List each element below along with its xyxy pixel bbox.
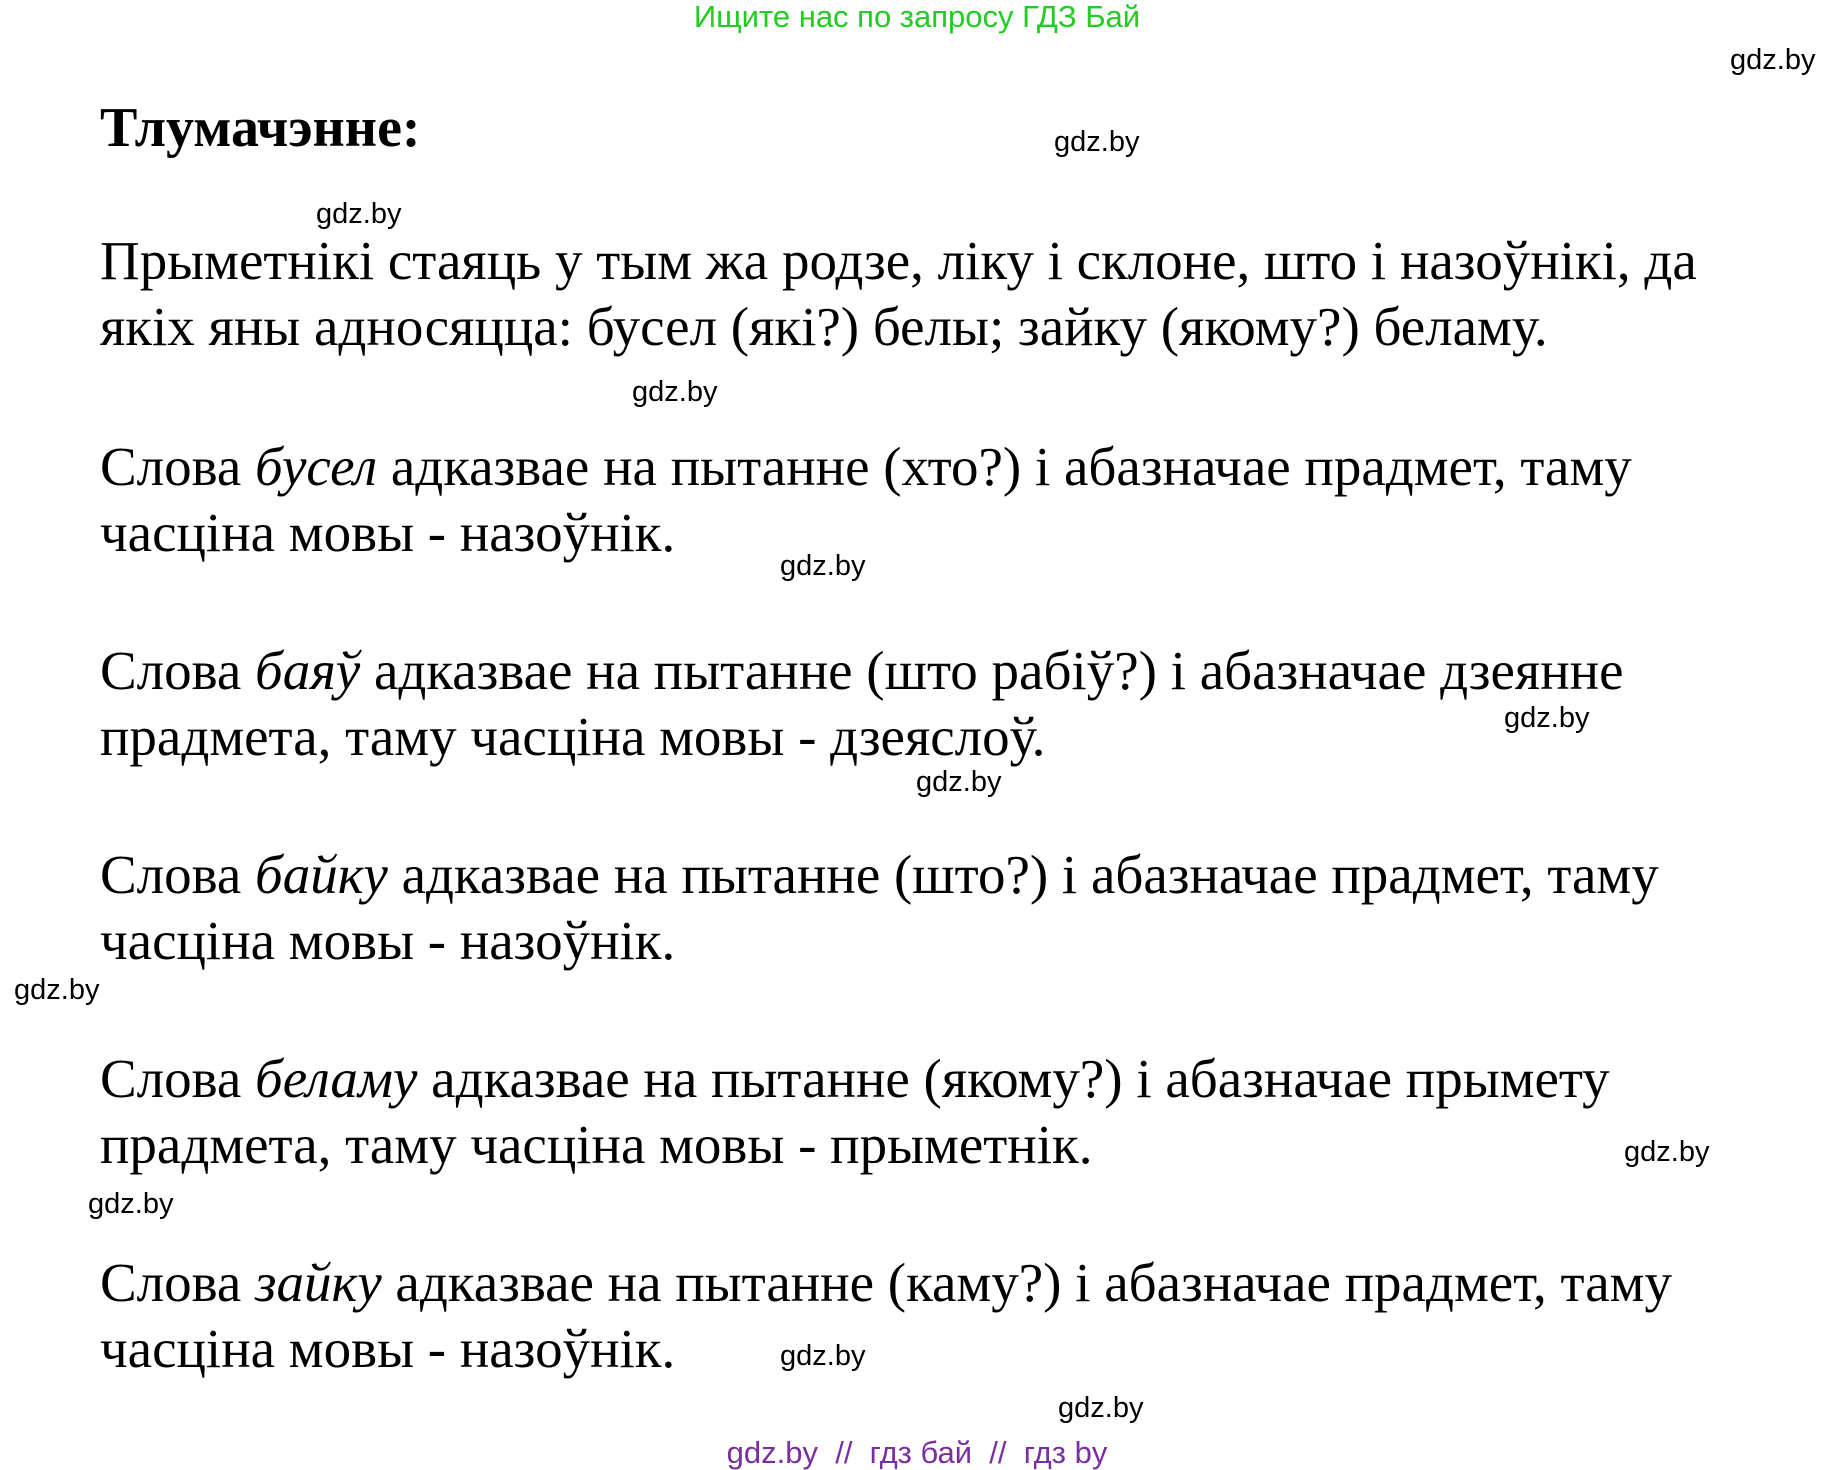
paragraph-line — [100, 434, 1820, 500]
paragraph-line — [100, 1250, 1820, 1316]
paragraph-zayku — [100, 1250, 1820, 1382]
paragraph-line: часціна мовы - назоўнік. — [100, 910, 676, 971]
word-prefix: Слова — [100, 1048, 256, 1109]
watermark: gdz.by — [316, 198, 402, 230]
highlighted-word: бусел — [255, 436, 378, 497]
paragraph-text: адказвае на пытанне (каму?) і абазначае прадмет, таму — [381, 1252, 1672, 1313]
paragraph-bayku — [100, 842, 1820, 974]
paragraph-line: Прыметнікі стаяць у тым жа родзе, ліку і склоне, што і назоўнікі, да — [100, 230, 1697, 291]
highlighted-word: байку — [255, 844, 388, 905]
highlighted-word: зайку — [255, 1252, 382, 1313]
watermark: gdz.by — [632, 376, 718, 408]
watermark: gdz.by — [1058, 1392, 1144, 1424]
highlighted-word: беламу — [255, 1048, 418, 1109]
word-prefix: Слова — [100, 844, 256, 905]
paragraph-text: адказвае на пытанне (хто?) і абазначае прадмет, таму — [377, 436, 1632, 497]
paragraph-text: адказвае на пытанне (што?) і абазначае прадмет, таму — [387, 844, 1659, 905]
paragraph-rule — [100, 228, 1820, 360]
paragraph-line — [100, 842, 1820, 908]
highlighted-word: баяў — [255, 640, 361, 701]
page-heading: Тлумачэнне: — [100, 97, 421, 159]
paragraph-line — [100, 1046, 1820, 1112]
paragraph-line: часціна мовы - назоўнік. — [100, 502, 676, 563]
word-prefix: Слова — [100, 640, 256, 701]
word-prefix: Слова — [100, 1252, 256, 1313]
paragraph-text: адказвае на пытанне (што рабіў?) і абазначае дзеянне — [360, 640, 1624, 701]
paragraph-line: прадмета, таму часціна мовы - дзеяслоў. — [100, 706, 1046, 767]
paragraph-line: якіх яны адносяцца: бусел (які?) белы; зайку (якому?) беламу. — [100, 296, 1548, 357]
paragraph-belamu — [100, 1046, 1820, 1178]
paragraph-line: прадмета, таму часціна мовы - прыметнік. — [100, 1114, 1093, 1175]
watermark: gdz.by — [780, 1340, 866, 1372]
watermark: gdz.by — [1730, 44, 1816, 76]
paragraph-line: часціна мовы - назоўнік. — [100, 1318, 676, 1379]
watermark: gdz.by — [1624, 1136, 1710, 1168]
watermark: gdz.by — [780, 550, 866, 582]
watermark: gdz.by — [88, 1188, 174, 1220]
word-prefix: Слова — [100, 436, 256, 497]
watermark: gdz.by — [916, 766, 1002, 798]
paragraph-busel — [100, 434, 1820, 566]
paragraph-line — [100, 638, 1820, 704]
footer-links: gdz.by // гдз бай // гдз by — [726, 1435, 1108, 1470]
watermark: gdz.by — [1504, 702, 1590, 734]
watermark: gdz.by — [14, 974, 100, 1006]
paragraph-text: адказвае на пытанне (якому?) і абазначае прымету — [417, 1048, 1610, 1109]
top-banner: Ищите нас по запросу ГДЗ Бай — [693, 0, 1141, 34]
watermark: gdz.by — [1054, 126, 1140, 158]
